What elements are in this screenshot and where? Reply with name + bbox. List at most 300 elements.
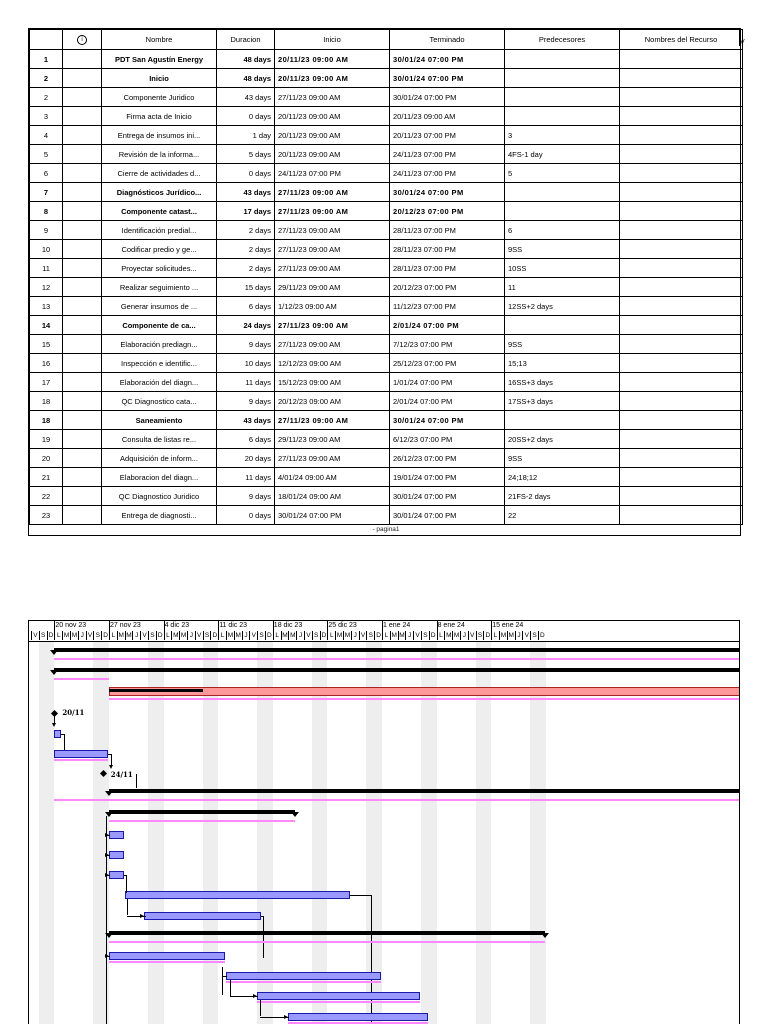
task-end[interactable]: 2/01/24 07:00 PM bbox=[390, 392, 505, 411]
task-name[interactable]: Componente Juridico bbox=[102, 88, 217, 107]
task-name[interactable]: Componente catast... bbox=[102, 202, 217, 221]
task-bar-small[interactable] bbox=[109, 871, 124, 879]
week-label: 1 ene 24 bbox=[383, 622, 411, 629]
task-start[interactable]: 27/11/23 09:00 AM bbox=[275, 221, 390, 240]
task-name[interactable]: QC Diagnostico Juridico bbox=[102, 487, 217, 506]
task-end[interactable]: 6/12/23 07:00 PM bbox=[390, 430, 505, 449]
weekend-band bbox=[39, 642, 55, 1024]
task-id[interactable]: 17 bbox=[30, 373, 63, 392]
task-name[interactable]: PDT San Agustín Energy bbox=[102, 50, 217, 69]
task-predecessors[interactable] bbox=[505, 50, 620, 69]
table-row[interactable] bbox=[30, 297, 743, 316]
task-end[interactable]: 7/12/23 07:00 PM bbox=[390, 335, 505, 354]
table-row[interactable] bbox=[30, 145, 743, 164]
task-info[interactable] bbox=[63, 411, 102, 430]
task-end[interactable]: 20/11/23 07:00 PM bbox=[390, 126, 505, 145]
dependency-line bbox=[64, 734, 65, 750]
week-label: 27 nov 23 bbox=[110, 622, 141, 629]
task-start[interactable]: 27/11/23 09:00 AM bbox=[275, 316, 390, 335]
task-resources[interactable] bbox=[620, 145, 743, 164]
task-id[interactable]: 16 bbox=[30, 354, 63, 373]
task-bar-inspeccion[interactable] bbox=[226, 972, 381, 980]
task-id[interactable]: 12 bbox=[30, 278, 63, 297]
day-cell: D bbox=[429, 631, 437, 640]
task-resources[interactable] bbox=[620, 126, 743, 145]
table-row[interactable] bbox=[30, 392, 743, 411]
task-info[interactable] bbox=[63, 392, 102, 411]
task-id[interactable]: 9 bbox=[30, 221, 63, 240]
task-end[interactable]: 30/01/24 07:00 PM bbox=[390, 506, 505, 525]
table-row[interactable] bbox=[30, 278, 743, 297]
task-end[interactable]: 28/11/23 07:00 PM bbox=[390, 259, 505, 278]
task-resources[interactable] bbox=[620, 487, 743, 506]
task-duration[interactable]: 6 days bbox=[217, 297, 275, 316]
task-duration[interactable]: 0 days bbox=[217, 107, 275, 126]
task-name[interactable]: Entrega de insumos ini... bbox=[102, 126, 217, 145]
dependency-line bbox=[263, 916, 264, 958]
task-predecessors[interactable]: 9SS bbox=[505, 449, 620, 468]
task-info[interactable] bbox=[63, 430, 102, 449]
task-end[interactable]: 19/01/24 07:00 PM bbox=[390, 468, 505, 487]
task-predecessors[interactable] bbox=[505, 183, 620, 202]
col-header-resources[interactable]: Nombres del Recurso bbox=[620, 30, 743, 50]
task-end[interactable]: 24/11/23 07:00 PM bbox=[390, 164, 505, 183]
task-info[interactable] bbox=[63, 50, 102, 69]
task-info[interactable] bbox=[63, 468, 102, 487]
task-end[interactable]: 30/01/24 07:00 PM bbox=[390, 69, 505, 88]
task-name[interactable]: Adquisición de inform... bbox=[102, 449, 217, 468]
task-start[interactable]: 27/11/23 09:00 AM bbox=[275, 449, 390, 468]
task-start[interactable]: 27/11/23 09:00 AM bbox=[275, 183, 390, 202]
task-id[interactable]: 5 bbox=[30, 145, 63, 164]
table-row[interactable] bbox=[30, 221, 743, 240]
task-start[interactable]: 20/11/23 09:00 AM bbox=[275, 145, 390, 164]
task-end[interactable]: 25/12/23 07:00 PM bbox=[390, 354, 505, 373]
col-header-id[interactable] bbox=[30, 30, 63, 50]
task-resources[interactable] bbox=[620, 107, 743, 126]
task-predecessors[interactable]: 4FS-1 day bbox=[505, 145, 620, 164]
task-info[interactable] bbox=[63, 278, 102, 297]
task-predecessors[interactable]: 11 bbox=[505, 278, 620, 297]
task-id[interactable]: 4 bbox=[30, 126, 63, 145]
table-row[interactable] bbox=[30, 50, 743, 69]
baseline-bar bbox=[257, 1001, 420, 1003]
task-duration[interactable]: 11 days bbox=[217, 468, 275, 487]
day-cell: M bbox=[227, 632, 234, 639]
task-id[interactable]: 19 bbox=[30, 430, 63, 449]
day-cell: S bbox=[203, 631, 211, 640]
task-duration[interactable]: 0 days bbox=[217, 164, 275, 183]
task-start[interactable]: 30/01/24 07:00 PM bbox=[275, 506, 390, 525]
table-row[interactable] bbox=[30, 69, 743, 88]
task-resources[interactable] bbox=[620, 373, 743, 392]
task-start[interactable]: 27/11/23 09:00 AM bbox=[275, 240, 390, 259]
day-cell: V bbox=[31, 631, 39, 640]
day-cell: M bbox=[391, 632, 397, 639]
task-start[interactable]: 27/11/23 09:00 AM bbox=[275, 88, 390, 107]
dependency-arrow bbox=[140, 914, 144, 918]
day-cell: D bbox=[156, 631, 164, 640]
day-cell: V bbox=[86, 631, 94, 640]
day-cell: J bbox=[187, 631, 195, 640]
task-predecessors[interactable]: 9SS bbox=[505, 335, 620, 354]
task-end[interactable]: 20/11/23 09:00 AM bbox=[390, 107, 505, 126]
task-duration[interactable]: 48 days bbox=[217, 50, 275, 69]
task-end[interactable]: 24/11/23 07:00 PM bbox=[390, 145, 505, 164]
task-info[interactable] bbox=[63, 145, 102, 164]
task-name[interactable]: QC Diagnostico cata... bbox=[102, 392, 217, 411]
task-name[interactable]: Inspección e identific... bbox=[102, 354, 217, 373]
task-info[interactable] bbox=[63, 354, 102, 373]
task-id[interactable]: 8 bbox=[30, 202, 63, 221]
task-bar-seguimiento[interactable] bbox=[125, 891, 350, 899]
task-bar-small[interactable] bbox=[109, 851, 124, 859]
task-duration[interactable]: 0 days bbox=[217, 506, 275, 525]
task-name[interactable]: Realizar seguimiento ... bbox=[102, 278, 217, 297]
task-predecessors[interactable]: 22 bbox=[505, 506, 620, 525]
task-predecessors[interactable] bbox=[505, 107, 620, 126]
task-id[interactable]: 18 bbox=[30, 392, 63, 411]
task-start[interactable]: 20/11/23 09:00 AM bbox=[275, 126, 390, 145]
task-start[interactable]: 20/12/23 09:00 AM bbox=[275, 392, 390, 411]
task-start[interactable]: 4/01/24 09:00 AM bbox=[275, 468, 390, 487]
col-header-start[interactable]: Inicio bbox=[275, 30, 390, 50]
task-start[interactable]: 1/12/23 09:00 AM bbox=[275, 297, 390, 316]
task-resources[interactable] bbox=[620, 278, 743, 297]
week-label: 8 ene 24 bbox=[437, 622, 465, 629]
task-info[interactable] bbox=[63, 316, 102, 335]
task-duration[interactable]: 43 days bbox=[217, 88, 275, 107]
day-cell: L bbox=[382, 631, 390, 640]
task-predecessors[interactable]: 24;18;12 bbox=[505, 468, 620, 487]
task-info[interactable] bbox=[63, 69, 102, 88]
task-name[interactable]: Codificar predio y ge... bbox=[102, 240, 217, 259]
task-duration[interactable]: 1 day bbox=[217, 126, 275, 145]
table-row[interactable] bbox=[30, 240, 743, 259]
task-end[interactable]: 20/12/23 07:00 PM bbox=[390, 202, 505, 221]
task-id[interactable]: 23 bbox=[30, 506, 63, 525]
col-header-name[interactable]: Nombre bbox=[102, 30, 217, 50]
task-predecessors[interactable] bbox=[505, 202, 620, 221]
task-duration[interactable]: 2 days bbox=[217, 259, 275, 278]
day-cell: J bbox=[78, 631, 86, 640]
task-name[interactable]: Cierre de actividades d... bbox=[102, 164, 217, 183]
task-bar-elaboracion[interactable] bbox=[257, 992, 420, 1000]
task-resources[interactable] bbox=[620, 506, 743, 525]
day-cell: L bbox=[109, 631, 117, 640]
task-predecessors[interactable]: 9SS bbox=[505, 240, 620, 259]
task-predecessors[interactable]: 20SS+2 days bbox=[505, 430, 620, 449]
task-id[interactable]: 20 bbox=[30, 449, 63, 468]
day-cell: M bbox=[399, 632, 405, 639]
task-info[interactable] bbox=[63, 107, 102, 126]
task-resources[interactable] bbox=[620, 449, 743, 468]
table-row[interactable] bbox=[30, 373, 743, 392]
catastral-2-summary-bar[interactable] bbox=[109, 931, 545, 935]
summary-cap bbox=[50, 670, 58, 675]
task-duration[interactable]: 24 days bbox=[217, 316, 275, 335]
task-duration[interactable]: 2 days bbox=[217, 221, 275, 240]
task-start[interactable]: 27/11/23 09:00 AM bbox=[275, 335, 390, 354]
task-start[interactable]: 20/11/23 09:00 AM bbox=[275, 107, 390, 126]
task-info[interactable] bbox=[63, 373, 102, 392]
week-separator bbox=[327, 621, 328, 631]
task-id[interactable]: 22 bbox=[30, 487, 63, 506]
task-bar-revision[interactable] bbox=[54, 750, 108, 758]
task-predecessors[interactable] bbox=[505, 411, 620, 430]
task-info[interactable] bbox=[63, 259, 102, 278]
task-duration[interactable]: 5 days bbox=[217, 145, 275, 164]
task-start[interactable]: 29/11/23 09:00 AM bbox=[275, 278, 390, 297]
task-duration[interactable]: 17 days bbox=[217, 202, 275, 221]
task-info[interactable] bbox=[63, 297, 102, 316]
task-start[interactable]: 20/11/23 09:00 AM bbox=[275, 50, 390, 69]
task-duration[interactable]: 43 days bbox=[217, 183, 275, 202]
task-bar-small[interactable] bbox=[109, 831, 124, 839]
task-info[interactable] bbox=[63, 164, 102, 183]
table-row[interactable] bbox=[30, 316, 743, 335]
task-info[interactable] bbox=[63, 88, 102, 107]
table-row[interactable] bbox=[30, 183, 743, 202]
task-info[interactable] bbox=[63, 240, 102, 259]
task-start[interactable]: 27/11/23 09:00 AM bbox=[275, 202, 390, 221]
day-cell: M bbox=[173, 632, 179, 639]
table-row[interactable] bbox=[30, 335, 743, 354]
task-duration[interactable]: 48 days bbox=[217, 69, 275, 88]
task-info[interactable] bbox=[63, 487, 102, 506]
task-start[interactable]: 27/11/23 09:00 AM bbox=[275, 259, 390, 278]
task-bar-insumos[interactable] bbox=[54, 730, 61, 738]
task-resources[interactable] bbox=[620, 240, 743, 259]
task-id[interactable]: 2 bbox=[30, 69, 63, 88]
week-label: 18 dic 23 bbox=[273, 622, 303, 629]
task-resources[interactable] bbox=[620, 164, 743, 183]
task-resources[interactable] bbox=[620, 392, 743, 411]
page-footer-label: - pagina1 bbox=[30, 525, 743, 535]
table-row[interactable] bbox=[30, 202, 743, 221]
task-resources[interactable] bbox=[620, 411, 743, 430]
table-footer bbox=[30, 525, 743, 535]
task-name[interactable]: Saneamiento bbox=[102, 411, 217, 430]
task-start[interactable]: 29/11/23 09:00 AM bbox=[275, 430, 390, 449]
summary-cap bbox=[50, 650, 58, 655]
task-info[interactable] bbox=[63, 183, 102, 202]
task-start[interactable]: 27/11/23 09:00 AM bbox=[275, 411, 390, 430]
project-summary-bar[interactable] bbox=[54, 648, 740, 652]
task-id[interactable]: 13 bbox=[30, 297, 63, 316]
task-id[interactable]: 21 bbox=[30, 468, 63, 487]
task-name[interactable]: Revisión de la informa... bbox=[102, 145, 217, 164]
baseline-bar bbox=[54, 678, 109, 680]
task-predecessors[interactable] bbox=[505, 88, 620, 107]
task-duration[interactable]: 11 days bbox=[217, 373, 275, 392]
task-end[interactable]: 26/12/23 07:00 PM bbox=[390, 449, 505, 468]
task-info[interactable] bbox=[63, 335, 102, 354]
task-predecessors[interactable]: 12SS+2 days bbox=[505, 297, 620, 316]
task-name[interactable]: Componente de ca... bbox=[102, 316, 217, 335]
task-predecessors[interactable]: 5 bbox=[505, 164, 620, 183]
task-name[interactable]: Proyectar solicitudes... bbox=[102, 259, 217, 278]
task-id[interactable]: 14 bbox=[30, 316, 63, 335]
task-info[interactable] bbox=[63, 202, 102, 221]
table-row[interactable] bbox=[30, 88, 743, 107]
task-duration[interactable]: 9 days bbox=[217, 392, 275, 411]
task-duration[interactable]: 15 days bbox=[217, 278, 275, 297]
table-row[interactable] bbox=[30, 354, 743, 373]
day-cell: S bbox=[366, 631, 374, 640]
task-end[interactable]: 30/01/24 07:00 PM bbox=[390, 88, 505, 107]
task-name[interactable]: Elaboración prediagn... bbox=[102, 335, 217, 354]
task-duration[interactable]: 2 days bbox=[217, 240, 275, 259]
task-resources[interactable] bbox=[620, 202, 743, 221]
task-end[interactable]: 2/01/24 07:00 PM bbox=[390, 316, 505, 335]
table-row[interactable] bbox=[30, 430, 743, 449]
task-info[interactable] bbox=[63, 449, 102, 468]
task-start[interactable]: 24/11/23 07:00 PM bbox=[275, 164, 390, 183]
diagnosticos-summary-bar[interactable] bbox=[109, 789, 740, 793]
table-row[interactable] bbox=[30, 126, 743, 145]
task-id[interactable]: 10 bbox=[30, 240, 63, 259]
task-duration[interactable]: 9 days bbox=[217, 335, 275, 354]
task-resources[interactable] bbox=[620, 259, 743, 278]
task-resources[interactable] bbox=[620, 316, 743, 335]
task-end[interactable]: 28/11/23 07:00 PM bbox=[390, 221, 505, 240]
day-cell: D bbox=[265, 631, 273, 640]
task-end[interactable]: 1/01/24 07:00 PM bbox=[390, 373, 505, 392]
task-name[interactable]: Diagnósticos Jurídico... bbox=[102, 183, 217, 202]
week-separator bbox=[109, 621, 110, 631]
task-resources[interactable] bbox=[620, 221, 743, 240]
task-resources[interactable] bbox=[620, 297, 743, 316]
task-predecessors[interactable]: 17SS+3 days bbox=[505, 392, 620, 411]
task-id[interactable]: 6 bbox=[30, 164, 63, 183]
task-duration[interactable]: 43 days bbox=[217, 411, 275, 430]
dependency-line bbox=[136, 774, 137, 788]
dependency-arrow bbox=[105, 873, 109, 877]
day-cell: V bbox=[304, 631, 312, 640]
task-bar-prediagnostico[interactable] bbox=[109, 952, 225, 960]
task-id[interactable]: 18 bbox=[30, 411, 63, 430]
task-predecessors[interactable]: 21FS-2 days bbox=[505, 487, 620, 506]
table-row[interactable] bbox=[30, 487, 743, 506]
task-resources[interactable] bbox=[620, 354, 743, 373]
col-header-info[interactable] bbox=[63, 30, 102, 50]
task-id[interactable]: 1 bbox=[30, 50, 63, 69]
table-row[interactable] bbox=[30, 468, 743, 487]
task-id[interactable]: 2 bbox=[30, 88, 63, 107]
inicio-summary-bar[interactable] bbox=[54, 668, 740, 672]
task-predecessors[interactable]: 15;13 bbox=[505, 354, 620, 373]
task-start[interactable]: 20/11/23 09:00 AM bbox=[275, 69, 390, 88]
day-cell: D bbox=[320, 631, 328, 640]
task-name[interactable]: Identificación predial... bbox=[102, 221, 217, 240]
table-row[interactable] bbox=[30, 411, 743, 430]
baseline-bar bbox=[109, 820, 295, 822]
task-end[interactable]: 11/12/23 07:00 PM bbox=[390, 297, 505, 316]
task-name[interactable]: Generar insumos de ... bbox=[102, 297, 217, 316]
task-start[interactable]: 12/12/23 09:00 AM bbox=[275, 354, 390, 373]
task-resources[interactable] bbox=[620, 183, 743, 202]
day-cell: V bbox=[359, 631, 367, 640]
task-end[interactable]: 30/01/24 07:00 PM bbox=[390, 487, 505, 506]
table-row[interactable] bbox=[30, 506, 743, 525]
task-info[interactable] bbox=[63, 506, 102, 525]
table-row[interactable] bbox=[30, 164, 743, 183]
table-row[interactable] bbox=[30, 259, 743, 278]
task-name[interactable]: Elaboración del diagn... bbox=[102, 373, 217, 392]
week-label: 4 dic 23 bbox=[164, 622, 190, 629]
task-end[interactable]: 28/11/23 07:00 PM bbox=[390, 240, 505, 259]
task-duration[interactable]: 10 days bbox=[217, 354, 275, 373]
task-end[interactable]: 30/01/24 07:00 PM bbox=[390, 50, 505, 69]
task-name[interactable]: Inicio bbox=[102, 69, 217, 88]
task-id[interactable]: 7 bbox=[30, 183, 63, 202]
task-resources[interactable] bbox=[620, 69, 743, 88]
baseline-bar bbox=[109, 698, 740, 700]
day-cell: V bbox=[140, 631, 148, 640]
task-name[interactable]: Entrega de diagnosti... bbox=[102, 506, 217, 525]
task-predecessors[interactable]: 6 bbox=[505, 221, 620, 240]
task-resources[interactable] bbox=[620, 50, 743, 69]
day-cell: V bbox=[195, 631, 203, 640]
table-row[interactable] bbox=[30, 107, 743, 126]
col-header-end[interactable]: Terminado bbox=[390, 30, 505, 50]
task-predecessors[interactable]: 10SS bbox=[505, 259, 620, 278]
task-predecessors[interactable] bbox=[505, 316, 620, 335]
task-duration[interactable]: 6 days bbox=[217, 430, 275, 449]
baseline-bar bbox=[288, 1022, 428, 1024]
dependency-line bbox=[222, 967, 223, 995]
task-end[interactable]: 30/01/24 07:00 PM bbox=[390, 183, 505, 202]
task-bar-generar[interactable] bbox=[144, 912, 261, 920]
dependency-line bbox=[230, 980, 231, 996]
task-start[interactable]: 18/01/24 09:00 AM bbox=[275, 487, 390, 506]
task-info[interactable] bbox=[63, 221, 102, 240]
task-id[interactable]: 11 bbox=[30, 259, 63, 278]
day-cell: L bbox=[491, 631, 499, 640]
col-header-duration[interactable]: Duracion bbox=[217, 30, 275, 50]
task-resources[interactable] bbox=[620, 468, 743, 487]
task-resources[interactable] bbox=[620, 335, 743, 354]
task-bar-qc[interactable] bbox=[288, 1013, 428, 1021]
critical-task-bar[interactable] bbox=[109, 687, 740, 696]
week-separator bbox=[437, 621, 438, 631]
day-cell: L bbox=[54, 631, 62, 640]
task-id[interactable]: 3 bbox=[30, 107, 63, 126]
task-predecessors[interactable]: 16SS+3 days bbox=[505, 373, 620, 392]
task-resources[interactable] bbox=[620, 430, 743, 449]
col-header-predecessors[interactable]: Predecesores bbox=[505, 30, 620, 50]
table-row[interactable] bbox=[30, 449, 743, 468]
task-resources[interactable] bbox=[620, 88, 743, 107]
task-name[interactable]: Elaboracion del diagn... bbox=[102, 468, 217, 487]
task-name[interactable]: Firma acta de Inicio bbox=[102, 107, 217, 126]
task-id[interactable]: 15 bbox=[30, 335, 63, 354]
task-start[interactable]: 15/12/23 09:00 AM bbox=[275, 373, 390, 392]
day-cell: M bbox=[453, 632, 460, 639]
day-cell: M bbox=[508, 632, 514, 639]
task-predecessors[interactable] bbox=[505, 69, 620, 88]
task-end[interactable]: 30/01/24 07:00 PM bbox=[390, 411, 505, 430]
task-info[interactable] bbox=[63, 126, 102, 145]
week-separator bbox=[164, 621, 165, 631]
task-predecessors[interactable]: 3 bbox=[505, 126, 620, 145]
catastral-summary-bar[interactable] bbox=[109, 810, 295, 814]
task-duration[interactable]: 9 days bbox=[217, 487, 275, 506]
task-duration[interactable]: 20 days bbox=[217, 449, 275, 468]
task-name[interactable]: Consulta de listas re... bbox=[102, 430, 217, 449]
task-end[interactable]: 20/12/23 07:00 PM bbox=[390, 278, 505, 297]
